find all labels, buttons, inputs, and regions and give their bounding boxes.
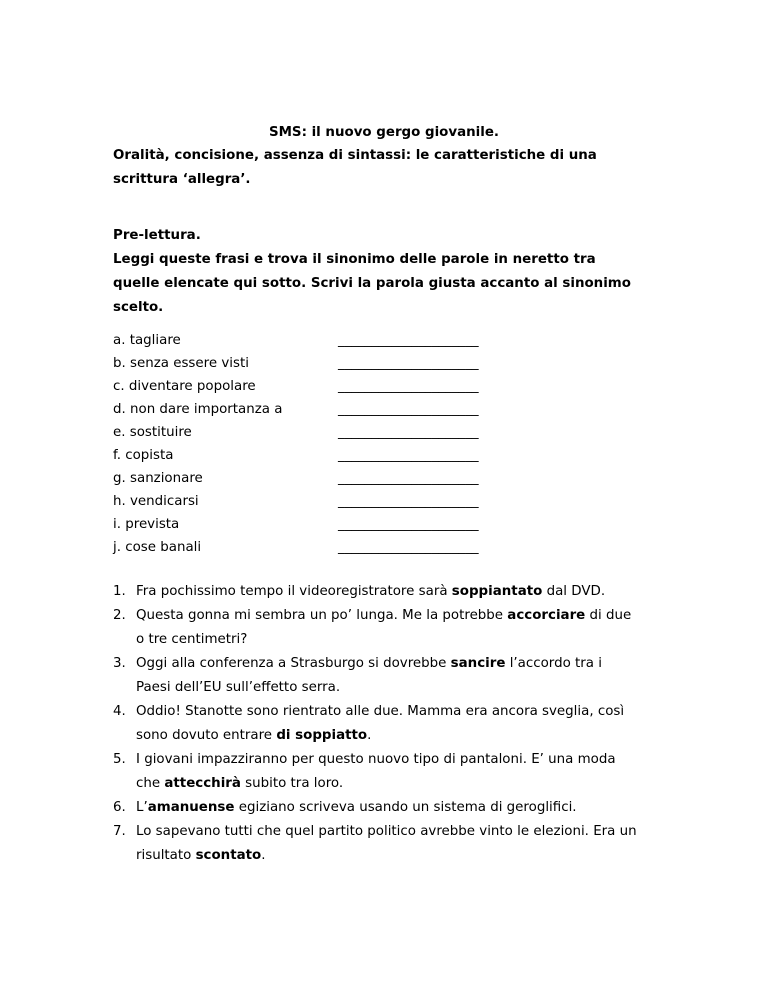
sentence-number: 3.	[113, 656, 126, 671]
sentence-number: 4.	[113, 704, 126, 719]
answer-blank[interactable]: _____________________	[338, 402, 479, 417]
sentence-text: che	[136, 776, 165, 791]
sentence-text: subito tra loro.	[240, 776, 344, 791]
list-item	[113, 356, 543, 379]
synonym-term: c. diventare popolare	[113, 379, 256, 394]
answer-blank[interactable]: _____________________	[338, 471, 479, 486]
list-item	[113, 425, 543, 448]
sentence-item	[113, 824, 673, 871]
sentence-text: Questa gonna mi sembra un po’ lunga. Me la potrebbe	[136, 608, 508, 623]
bold-word: di soppiatto	[276, 728, 368, 743]
bold-word: amanuense	[147, 800, 235, 815]
instruction-line: scelto.	[113, 300, 164, 315]
document-subtitle	[113, 148, 653, 196]
synonym-term: h. vendicarsi	[113, 494, 199, 509]
sentence-number: 7.	[113, 824, 126, 839]
sentence-item	[113, 584, 673, 608]
synonym-term: e. sostituire	[113, 425, 192, 440]
sentence-line	[136, 848, 673, 871]
list-item	[113, 471, 543, 494]
list-item	[113, 333, 543, 356]
sentence-item	[113, 800, 673, 824]
sentence-item	[113, 704, 673, 752]
bold-word: attecchirà	[164, 776, 241, 791]
sentence-number: 5.	[113, 752, 126, 767]
synonym-list	[113, 333, 543, 563]
sentence-line: Oddio! Stanotte sono rientrato alle due. Mamma era ancora sveglia, così	[136, 704, 625, 719]
sentence-line: Paesi dell’EU sull’effetto serra.	[136, 680, 341, 695]
synonym-term: j. cose banali	[113, 540, 202, 555]
list-item	[113, 517, 543, 540]
subtitle-line: scrittura ‘allegra’.	[113, 172, 251, 187]
sentence-text: sono dovuto entrare	[136, 728, 277, 743]
synonym-term: b. senza essere visti	[113, 356, 249, 371]
sentence-line: Lo sapevano tutti che quel partito politico avrebbe vinto le elezioni. Era un	[136, 824, 637, 839]
sentence-item	[113, 656, 673, 704]
sentence-line	[136, 728, 673, 752]
sentence-line: o tre centimetri?	[136, 632, 248, 647]
sentence-number: 1.	[113, 584, 126, 599]
synonym-term: d. non dare importanza a	[113, 402, 283, 417]
sentence-number: 6.	[113, 800, 126, 815]
prelettura-heading: Pre-lettura.	[113, 228, 201, 243]
sentence-line	[136, 800, 673, 824]
sentence-text: .	[367, 728, 372, 743]
sentence-text: risultato	[136, 848, 196, 863]
synonym-term: i. prevista	[113, 517, 180, 532]
list-item	[113, 402, 543, 425]
prelettura-section	[113, 228, 653, 324]
instruction-line: Leggi queste frasi e trova il sinonimo delle parole in neretto tra	[113, 252, 596, 267]
sentence-item	[113, 608, 673, 656]
answer-blank[interactable]: _____________________	[338, 379, 479, 394]
instruction-line: quelle elencate qui sotto. Scrivi la parola giusta accanto al sinonimo	[113, 276, 631, 291]
answer-blank[interactable]: _____________________	[338, 517, 479, 532]
synonym-term: g. sanzionare	[113, 471, 203, 486]
bold-word: sancire	[450, 656, 506, 671]
sentence-text: egiziano scriveva usando un sistema di geroglifici.	[234, 800, 577, 815]
sentence-line	[136, 608, 673, 632]
synonym-term: f. copista	[113, 448, 174, 463]
synonym-term: a. tagliare	[113, 333, 181, 348]
sentence-text: di due	[585, 608, 632, 623]
sentence-list	[113, 584, 673, 871]
sentence-line	[136, 656, 673, 680]
sentence-text: Fra pochissimo tempo il videoregistratore sarà	[136, 584, 452, 599]
list-item	[113, 494, 543, 517]
sentence-line: I giovani impazziranno per questo nuovo tipo di pantaloni. E’ una moda	[136, 752, 616, 767]
bold-word: soppiantato	[451, 584, 543, 599]
sentence-item	[113, 752, 673, 800]
list-item	[113, 448, 543, 471]
sentence-line	[136, 584, 673, 608]
sentence-line	[136, 776, 673, 800]
answer-blank[interactable]: _____________________	[338, 333, 479, 348]
document-title: SMS: il nuovo gergo giovanile.	[268, 125, 500, 140]
sentence-number: 2.	[113, 608, 126, 623]
answer-blank[interactable]: _____________________	[338, 356, 479, 371]
answer-blank[interactable]: _____________________	[338, 425, 479, 440]
bold-word: accorciare	[507, 608, 586, 623]
subtitle-line: Oralità, concisione, assenza di sintassi: le caratteristiche di una	[113, 148, 597, 163]
list-item	[113, 540, 543, 563]
sentence-text: Oggi alla conferenza a Strasburgo si dovrebbe	[136, 656, 451, 671]
answer-blank[interactable]: _____________________	[338, 448, 479, 463]
sentence-text: dal DVD.	[542, 584, 606, 599]
answer-blank[interactable]: _____________________	[338, 540, 479, 555]
sentence-text: L’	[136, 800, 148, 815]
bold-word: scontato	[195, 848, 262, 863]
list-item	[113, 379, 543, 402]
sentence-text: l’accordo tra i	[505, 656, 602, 671]
answer-blank[interactable]: _____________________	[338, 494, 479, 509]
sentence-text: .	[261, 848, 266, 863]
